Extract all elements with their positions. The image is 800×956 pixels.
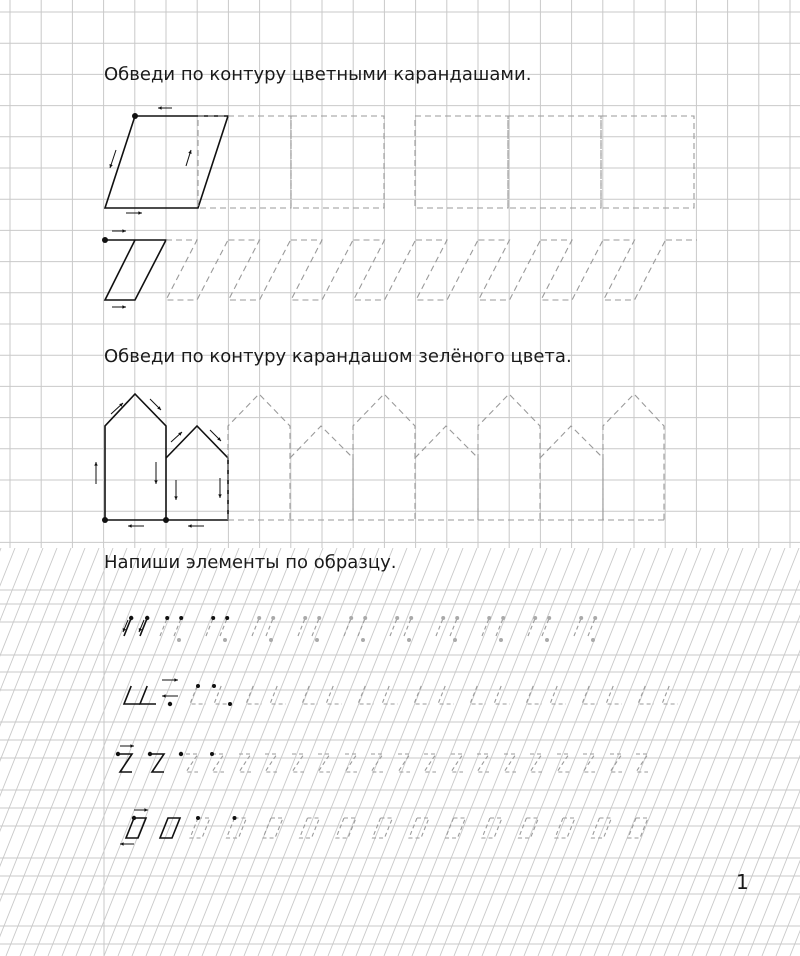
slant-line xyxy=(314,548,477,956)
trace-stick xyxy=(252,618,259,636)
start-dot xyxy=(212,684,216,688)
slant-line xyxy=(342,548,505,956)
slant-lines xyxy=(0,548,800,956)
start-dot xyxy=(116,752,120,756)
arrowhead-icon xyxy=(122,305,126,308)
start-dot xyxy=(132,816,136,820)
trace-tall-house xyxy=(228,394,290,520)
arrowhead-icon xyxy=(109,164,112,168)
start-dot xyxy=(210,752,214,756)
trace-hook xyxy=(246,686,262,704)
trace-stick xyxy=(588,618,595,636)
start-dot xyxy=(223,638,227,642)
slant-line xyxy=(706,548,800,956)
start-dot xyxy=(102,517,108,523)
trace-hook xyxy=(582,686,598,704)
trace-z-element xyxy=(610,754,622,772)
slant-line xyxy=(776,548,800,956)
slant-line xyxy=(202,548,365,956)
slant-line xyxy=(0,548,113,956)
trace-stick xyxy=(358,618,365,636)
slant-line xyxy=(62,548,225,956)
slant-line xyxy=(412,548,575,956)
start-dot xyxy=(487,616,491,620)
start-dot xyxy=(499,638,503,642)
trace-z-element xyxy=(398,754,410,772)
task3-instruction: Напиши элементы по образцу. xyxy=(104,552,397,573)
trace-small-parallelogram xyxy=(482,818,502,838)
slant-line xyxy=(216,548,379,956)
start-dot xyxy=(363,616,367,620)
task1-instruction: Обведи по контуру цветными карандашами. xyxy=(104,64,532,85)
trace-small-parallelogram xyxy=(263,818,283,838)
start-dot xyxy=(196,816,200,820)
slant-line xyxy=(636,548,799,956)
trace-stick xyxy=(174,618,181,636)
start-dot xyxy=(395,616,399,620)
slant-line xyxy=(0,548,155,956)
slant-line xyxy=(454,548,617,956)
slant-line xyxy=(188,548,351,956)
slant-line xyxy=(244,548,407,956)
sample-tall-house xyxy=(105,394,166,520)
sample-z-element xyxy=(152,754,164,772)
start-dot xyxy=(211,616,215,620)
slant-line xyxy=(0,548,127,956)
trace-stick xyxy=(574,618,581,636)
slant-line xyxy=(6,548,169,956)
slant-line xyxy=(286,548,449,956)
slant-line xyxy=(748,548,800,956)
slant-line xyxy=(468,548,631,956)
slant-line xyxy=(510,548,673,956)
trace-stick xyxy=(390,618,397,636)
start-dot xyxy=(501,616,505,620)
trace-hook xyxy=(358,686,374,704)
slant-line xyxy=(552,548,715,956)
slant-line xyxy=(398,548,561,956)
trace-z-element xyxy=(477,754,489,772)
slant-line xyxy=(20,548,183,956)
start-dot xyxy=(315,638,319,642)
trace-small-parallelogram xyxy=(336,818,356,838)
slant-line xyxy=(90,548,253,956)
start-dot xyxy=(168,702,172,706)
start-dot xyxy=(409,616,413,620)
start-dot xyxy=(145,616,149,620)
trace-small-parallelogram xyxy=(409,818,429,838)
slant-line xyxy=(76,548,239,956)
task2-instruction: Обведи по контуру карандашом зелёного цвета. xyxy=(104,346,572,367)
slant-line xyxy=(34,548,197,956)
page-number: 1 xyxy=(736,870,749,894)
trace-z-element xyxy=(212,754,224,772)
slant-line xyxy=(104,548,267,956)
trace-stick xyxy=(496,618,503,636)
start-dot xyxy=(233,816,237,820)
start-dot xyxy=(132,113,138,119)
slant-line xyxy=(118,548,281,956)
start-dot xyxy=(102,237,108,243)
slant-line xyxy=(664,548,800,956)
trace-hook xyxy=(190,686,206,704)
slant-line xyxy=(566,548,729,956)
start-dot xyxy=(547,616,551,620)
sample-small-parallelogram xyxy=(126,818,146,838)
start-dot xyxy=(163,517,169,523)
trace-stick xyxy=(298,618,305,636)
trace-parallelogram xyxy=(415,116,508,208)
slant-line xyxy=(328,548,491,956)
slant-line xyxy=(678,548,800,956)
sample-small-parallelogram xyxy=(160,818,180,838)
start-dot xyxy=(349,616,353,620)
trace-z-element xyxy=(265,754,277,772)
slant-line xyxy=(0,548,43,956)
start-dot xyxy=(179,616,183,620)
slant-line xyxy=(692,548,800,956)
trace-small-parallelogram xyxy=(592,818,612,838)
trace-z-element xyxy=(424,754,436,772)
start-dot xyxy=(225,616,229,620)
slant-line xyxy=(538,548,701,956)
arrowhead-icon xyxy=(94,462,97,466)
slant-line xyxy=(300,548,463,956)
start-dot xyxy=(545,638,549,642)
trace-stick xyxy=(482,618,489,636)
trace-z-element xyxy=(292,754,304,772)
start-dot xyxy=(591,638,595,642)
slant-line xyxy=(762,548,800,956)
slant-line xyxy=(720,548,800,956)
trace-small-parallelogram xyxy=(446,818,466,838)
start-dot xyxy=(228,702,232,706)
slant-line xyxy=(0,548,1,956)
start-dot xyxy=(177,638,181,642)
trace-z-element xyxy=(239,754,251,772)
slant-line xyxy=(272,548,435,956)
trace-z-element xyxy=(583,754,595,772)
trace-parallelogram xyxy=(291,116,384,208)
trace-z-element xyxy=(530,754,542,772)
slant-line xyxy=(230,548,393,956)
start-dot xyxy=(533,616,537,620)
slant-line xyxy=(174,548,337,956)
start-dot xyxy=(148,752,152,756)
start-dot xyxy=(129,616,133,620)
arrowhead-icon xyxy=(122,229,126,232)
slant-line xyxy=(496,548,659,956)
start-dot xyxy=(303,616,307,620)
slant-line xyxy=(594,548,757,956)
slant-line xyxy=(146,548,309,956)
sample-z-element xyxy=(120,754,132,772)
start-dot xyxy=(361,638,365,642)
stick-row xyxy=(123,616,597,642)
start-dot xyxy=(257,616,261,620)
sample-hook xyxy=(140,686,156,704)
trace-stick xyxy=(160,618,167,636)
arrowhead-icon xyxy=(128,524,132,527)
slant-line xyxy=(440,548,603,956)
start-dot xyxy=(269,638,273,642)
slant-line xyxy=(650,548,800,956)
arrowhead-icon xyxy=(154,480,157,484)
slant-line xyxy=(734,548,800,956)
slant-line xyxy=(384,548,547,956)
slant-line xyxy=(356,548,519,956)
start-dot xyxy=(593,616,597,620)
slant-line xyxy=(580,548,743,956)
slant-line xyxy=(0,548,57,956)
slant-line xyxy=(482,548,645,956)
trace-small-parallelogram xyxy=(373,818,393,838)
start-dot xyxy=(455,616,459,620)
start-dot xyxy=(165,616,169,620)
z-shape-row xyxy=(102,229,697,308)
trace-parallelogram xyxy=(198,116,291,208)
slant-line xyxy=(622,548,785,956)
slant-line xyxy=(0,548,141,956)
start-dot xyxy=(179,752,183,756)
slant-line xyxy=(370,548,533,956)
start-dot xyxy=(441,616,445,620)
slant-line xyxy=(48,548,211,956)
slant-line xyxy=(0,548,29,956)
slant-line xyxy=(0,548,99,956)
start-dot xyxy=(271,616,275,620)
trace-stick xyxy=(266,618,273,636)
arrowhead-icon xyxy=(188,524,192,527)
arrowhead-icon xyxy=(162,694,166,697)
start-dot xyxy=(407,638,411,642)
parallelogram-row xyxy=(105,106,694,214)
trace-z-element xyxy=(371,754,383,772)
slant-line xyxy=(160,548,323,956)
trace-stick xyxy=(450,618,457,636)
arrowhead-icon xyxy=(218,494,221,498)
trace-z-element xyxy=(636,754,648,772)
trace-hook xyxy=(638,686,654,704)
slanted-ruling xyxy=(0,548,800,956)
trace-stick xyxy=(436,618,443,636)
start-dot xyxy=(317,616,321,620)
slant-line xyxy=(524,548,687,956)
trace-stick xyxy=(312,618,319,636)
start-dot xyxy=(579,616,583,620)
trace-parallelogram xyxy=(508,116,601,208)
trace-hook xyxy=(470,686,486,704)
small-parallelogram-row xyxy=(120,808,648,845)
start-dot xyxy=(196,684,200,688)
trace-hook xyxy=(414,686,430,704)
slant-line xyxy=(132,548,295,956)
arrowhead-icon xyxy=(138,211,142,214)
slant-line xyxy=(790,548,800,956)
slant-line xyxy=(426,548,589,956)
arrowhead-icon xyxy=(158,106,162,109)
trace-stick xyxy=(344,618,351,636)
trace-parallelogram xyxy=(601,116,694,208)
arrowhead-icon xyxy=(174,678,178,681)
slant-line xyxy=(608,548,771,956)
trace-hook xyxy=(526,686,542,704)
trace-hook xyxy=(302,686,318,704)
trace-stick xyxy=(404,618,411,636)
trace-z-element xyxy=(186,754,198,772)
sample-z-shape xyxy=(105,240,166,300)
house-row xyxy=(94,394,664,528)
slant-line xyxy=(258,548,421,956)
arrowhead-icon xyxy=(174,496,177,500)
trace-z-element xyxy=(345,754,357,772)
start-dot xyxy=(453,638,457,642)
